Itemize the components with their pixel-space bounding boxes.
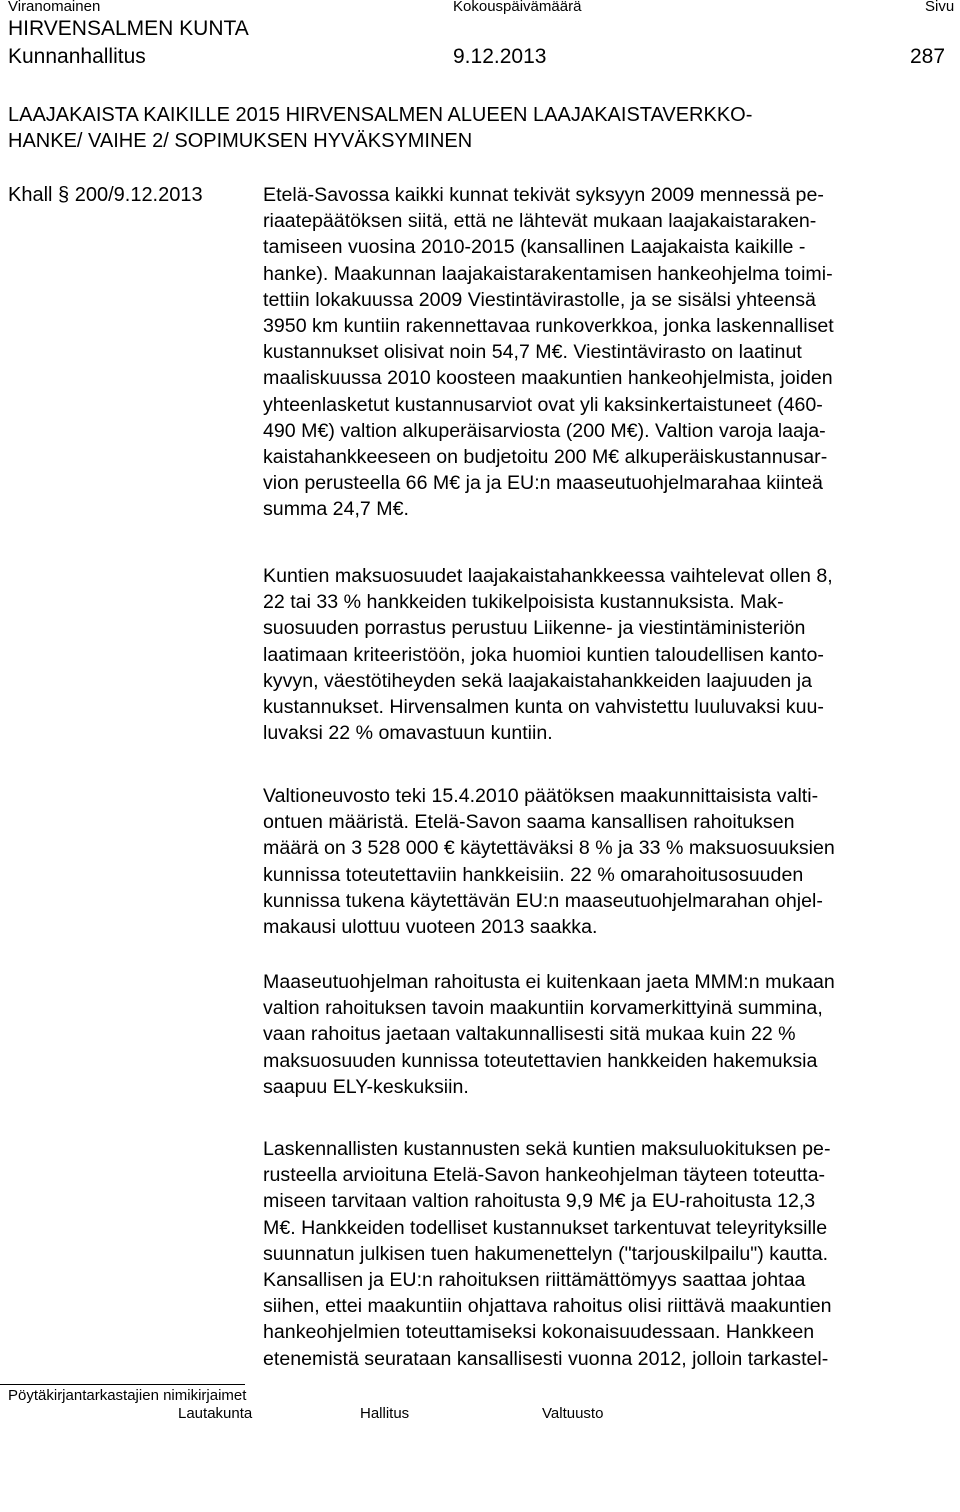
paragraph-line: riaatepäätöksen siitä, että ne lähtevät mukaan laajakaistaraken- [263, 210, 817, 233]
paragraph-line: Laskennallisten kustannusten sekä kuntien maksuluokituksen pe- [263, 1138, 831, 1160]
header-page-number: 287 [910, 45, 946, 68]
paragraph-line: kaistahankkeeseen on budjetoitu 200 M€ alkuperäiskustannusar- [263, 445, 828, 468]
paragraph-line: hanke). Maakunnan laajakaistarakentamisen hankeohjelma toimi- [263, 262, 833, 285]
paragraph-line: kustannukset olisivat noin 54,7 M€. Viestintävirasto on laatinut [263, 341, 802, 364]
paragraph-line: ontuen määristä. Etelä-Savon saama kansallisen rahoituksen [263, 811, 795, 834]
paragraph-line: maaliskuussa 2010 koosteen maakuntien hankeohjelmista, joiden [263, 367, 833, 390]
paragraph-line: Maaseutuohjelman rahoitusta ei kuitenkaan jaeta MMM:n mukaan [263, 971, 835, 993]
paragraph-line: valtion rahoituksen tavoin maakuntiin korvamerkittyinä summina, [263, 997, 823, 1020]
title-line-1: LAAJAKAISTA KAIKILLE 2015 HIRVENSALMEN ALUEEN LAAJAKAISTAVERKKO- [8, 104, 753, 126]
header-organization: HIRVENSALMEN KUNTA [8, 17, 249, 40]
paragraph-line: rusteella arvioituna Etelä-Savon hankeohjelman täyteen toteutta- [263, 1164, 826, 1187]
header-label-authority: Viranomainen [8, 0, 101, 15]
paragraph-line: kunnissa tukena käytettävän EU:n maaseutuohjelmarahan ohjel- [263, 889, 823, 912]
footer-signatures-label: Pöytäkirjantarkastajien nimikirjaimet [8, 1387, 247, 1404]
paragraph-5 [263, 1136, 953, 1372]
paragraph-line: kyvyn, väestötiheyden sekä laajakaistahankkeiden laajuuden ja [263, 669, 812, 692]
paragraph-1 [263, 182, 953, 522]
paragraph-line: määrä on 3 528 000 € käytettäväksi 8 % ja 33 % maksuosuuksien [263, 837, 835, 860]
paragraph-line: suunnatun julkisen tuen hakumenettelyn ("tarjouskilpailu") kautta. [263, 1242, 829, 1265]
paragraph-line: 490 M€) valtion alkuperäisarviosta (200 M€). Valtion varoja laaja- [263, 419, 826, 442]
paragraph-line: hankeohjelmien toteuttamiseksi kokonaisuudessaan. Hankkeen [263, 1321, 815, 1344]
paragraph-line: M€. Hankkeiden todelliset kustannukset tarkentuvat teleyrityksille [263, 1216, 828, 1239]
header-body: Kunnanhallitus [8, 45, 146, 68]
header-label-page: Sivu [925, 0, 955, 15]
paragraph-3 [263, 783, 953, 940]
paragraph-line: suosuuden porrastus perustuu Liikenne- ja viestintäministeriön [263, 617, 806, 640]
header-label-meeting-date: Kokouspäivämäärä [453, 0, 582, 15]
paragraph-line: luvaksi 22 % omavastuun kuntiin. [263, 722, 553, 745]
paragraph-line: tettiin lokakuussa 2009 Viestintävirastolle, ja se sisälsi yhteensä [263, 288, 816, 311]
paragraph-4 [263, 969, 953, 1100]
paragraph-line: 3950 km kuntiin rakennettavaa runkoverkkoa, jonka laskennalliset [263, 314, 834, 337]
paragraph-line: kustannukset. Hirvensalmen kunta on vahvistettu luuluvaksi kuu- [263, 695, 824, 718]
paragraph-line: tamiseen vuosina 2010-2015 (kansallinen Laajakaista kaikille - [263, 236, 806, 259]
paragraph-line: maksuosuuden kunnissa toteutettavien hankkeiden hakemuksia [263, 1049, 818, 1072]
footer-signature-committee: Lautakunta [178, 1405, 253, 1422]
footer-signature-council: Valtuusto [542, 1405, 604, 1422]
footer-rule [0, 1384, 245, 1385]
paragraph-line: Kuntien maksuosuudet laajakaistahankkeessa vaihtelevat ollen 8, [263, 565, 833, 587]
paragraph-line: vaan rahoitus jaetaan valtakunnallisesti sitä mukaa kuin 22 % [263, 1023, 796, 1046]
paragraph-line: Kansallisen ja EU:n rahoituksen riittämättömyys saattaa johtaa [263, 1268, 806, 1291]
paragraph-line: etenemistä seurataan kansallisesti vuonna 2012, jolloin tarkastel- [263, 1347, 829, 1370]
paragraph-line: miseen tarvitaan valtion rahoitusta 9,9 M€ ja EU-rahoitusta 12,3 [263, 1190, 816, 1213]
paragraph-line: Etelä-Savossa kaikki kunnat tekivät syksyyn 2009 mennessä pe- [263, 184, 824, 206]
paragraph-line: Valtioneuvosto teki 15.4.2010 päätöksen maakunnittaisista valti- [263, 785, 819, 807]
paragraph-line: yhteenlasketut kustannusarviot ovat yli kaksinkertaistuneet (460- [263, 393, 823, 416]
footer-signature-board: Hallitus [360, 1405, 410, 1422]
section-reference: Khall § 200/9.12.2013 [8, 184, 203, 206]
paragraph-line: summa 24,7 M€. [263, 498, 409, 521]
paragraph-line: 22 tai 33 % hankkeiden tukikelpoisista kustannuksista. Mak- [263, 591, 784, 614]
paragraph-2 [263, 563, 953, 746]
paragraph-line: makausi ulottuu vuoteen 2013 saakka. [263, 915, 598, 938]
paragraph-line: vion perusteella 66 M€ ja ja EU:n maaseutuohjelmarahaa kiinteä [263, 472, 823, 495]
title-line-2: HANKE/ VAIHE 2/ SOPIMUKSEN HYVÄKSYMINEN [8, 130, 473, 152]
paragraph-line: laatimaan kriteeristöön, joka huomioi kuntien taloudellisen kanto- [263, 643, 824, 666]
header-date: 9.12.2013 [453, 45, 547, 68]
paragraph-line: saapuu ELY-keskuksiin. [263, 1075, 469, 1098]
paragraph-line: kunnissa toteutettaviin hankkeisiin. 22 % omarahoitusosuuden [263, 863, 804, 886]
paragraph-line: siihen, ettei maakuntiin ohjattava rahoitus olisi riittävä maakuntien [263, 1295, 832, 1318]
